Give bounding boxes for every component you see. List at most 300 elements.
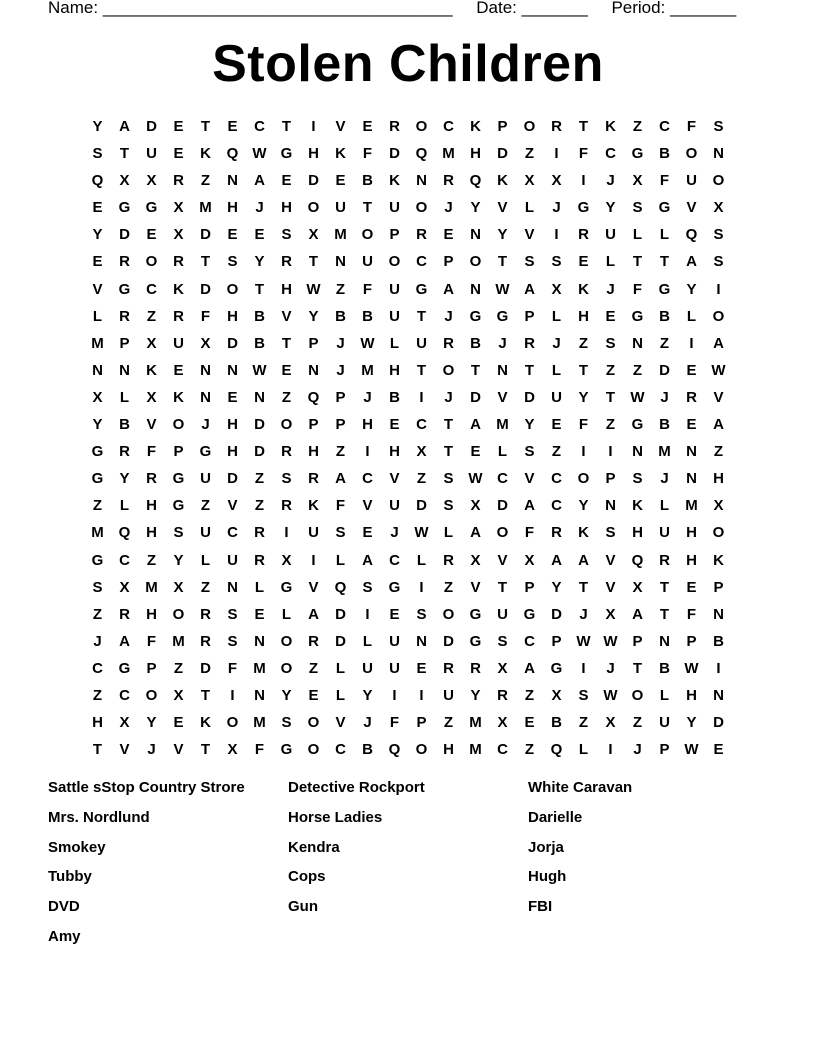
grid-letter[interactable]: S bbox=[281, 714, 292, 732]
grid-letter[interactable]: Z bbox=[659, 334, 670, 352]
grid-letter[interactable]: M bbox=[91, 334, 104, 352]
grid-letter[interactable]: S bbox=[713, 118, 724, 135]
grid-letter[interactable]: N bbox=[335, 253, 346, 271]
grid-letter[interactable]: E bbox=[173, 361, 184, 379]
grid-letter[interactable]: G bbox=[658, 199, 671, 217]
grid-letter[interactable]: G bbox=[658, 280, 671, 298]
grid-letter[interactable]: H bbox=[227, 443, 238, 461]
grid-letter[interactable]: N bbox=[416, 172, 427, 190]
grid-letter[interactable]: W bbox=[711, 361, 726, 379]
grid-letter[interactable]: P bbox=[443, 253, 454, 271]
grid-letter[interactable]: U bbox=[389, 632, 400, 650]
grid-letter[interactable]: U bbox=[362, 253, 373, 271]
grid-letter[interactable]: Z bbox=[200, 497, 211, 515]
grid-letter[interactable]: O bbox=[442, 361, 455, 379]
grid-letter[interactable]: Q bbox=[226, 145, 239, 163]
grid-letter[interactable]: L bbox=[497, 443, 508, 461]
grid-letter[interactable]: G bbox=[388, 578, 401, 596]
grid-letter[interactable]: Y bbox=[470, 199, 481, 217]
grid-letter[interactable]: Z bbox=[416, 470, 427, 488]
grid-letter[interactable]: H bbox=[146, 605, 157, 623]
grid-letter[interactable]: I bbox=[230, 686, 235, 704]
grid-letter[interactable]: D bbox=[146, 118, 157, 135]
grid-letter[interactable]: I bbox=[419, 578, 424, 596]
grid-letter[interactable]: S bbox=[335, 524, 346, 542]
grid-letter[interactable]: O bbox=[388, 253, 401, 271]
grid-letter[interactable]: C bbox=[389, 551, 400, 569]
grid-letter[interactable]: F bbox=[659, 172, 670, 190]
grid-letter[interactable]: B bbox=[362, 741, 373, 759]
grid-letter[interactable]: L bbox=[605, 253, 616, 271]
grid-letter[interactable]: Z bbox=[92, 686, 103, 704]
grid-letter[interactable]: L bbox=[443, 524, 454, 542]
grid-letter[interactable]: S bbox=[173, 524, 184, 542]
grid-letter[interactable]: X bbox=[173, 226, 184, 244]
grid-letter[interactable]: Z bbox=[713, 443, 724, 461]
grid-letter[interactable]: N bbox=[713, 145, 724, 163]
grid-letter[interactable]: F bbox=[524, 524, 535, 542]
grid-letter[interactable]: J bbox=[606, 659, 615, 677]
grid-letter[interactable]: M bbox=[253, 659, 266, 677]
grid-letter[interactable]: X bbox=[632, 578, 643, 596]
grid-letter[interactable]: O bbox=[577, 470, 590, 488]
grid-letter[interactable]: C bbox=[659, 118, 670, 135]
grid-letter[interactable]: J bbox=[552, 199, 561, 217]
grid-letter[interactable]: T bbox=[308, 253, 319, 271]
grid-letter[interactable]: J bbox=[444, 199, 453, 217]
grid-letter[interactable]: V bbox=[497, 551, 508, 569]
grid-letter[interactable]: G bbox=[280, 145, 293, 163]
grid-letter[interactable]: M bbox=[496, 416, 509, 434]
grid-letter[interactable]: G bbox=[118, 199, 131, 217]
grid-letter[interactable]: O bbox=[307, 741, 320, 759]
grid-letter[interactable]: U bbox=[227, 551, 238, 569]
grid-letter[interactable]: Y bbox=[524, 416, 535, 434]
grid-letter[interactable]: T bbox=[497, 578, 508, 596]
grid-letter[interactable]: N bbox=[227, 578, 238, 596]
grid-letter[interactable]: U bbox=[200, 524, 211, 542]
grid-letter[interactable]: D bbox=[227, 470, 238, 488]
grid-letter[interactable]: Y bbox=[173, 551, 184, 569]
grid-letter[interactable]: A bbox=[524, 497, 535, 515]
grid-letter[interactable]: Y bbox=[254, 253, 265, 271]
grid-letter[interactable]: X bbox=[470, 497, 481, 515]
grid-letter[interactable]: X bbox=[308, 226, 319, 244]
grid-letter[interactable]: W bbox=[576, 632, 591, 650]
grid-letter[interactable]: M bbox=[145, 578, 158, 596]
grid-letter[interactable]: T bbox=[92, 741, 103, 759]
grid-letter[interactable]: X bbox=[173, 686, 184, 704]
grid-letter[interactable]: L bbox=[551, 307, 562, 325]
grid-letter[interactable]: T bbox=[119, 145, 130, 163]
grid-letter[interactable]: V bbox=[605, 551, 616, 569]
grid-letter[interactable]: F bbox=[254, 741, 265, 759]
grid-letter[interactable]: J bbox=[147, 741, 156, 759]
grid-letter[interactable]: Q bbox=[388, 741, 401, 759]
grid-letter[interactable]: Z bbox=[308, 659, 319, 677]
grid-letter[interactable]: E bbox=[605, 307, 616, 325]
grid-letter[interactable]: C bbox=[551, 470, 562, 488]
grid-letter[interactable]: U bbox=[659, 714, 670, 732]
grid-letter[interactable]: N bbox=[497, 361, 508, 379]
grid-letter[interactable]: Y bbox=[686, 280, 697, 298]
grid-letter[interactable]: I bbox=[608, 741, 613, 759]
grid-letter[interactable]: L bbox=[254, 578, 265, 596]
grid-letter[interactable]: M bbox=[172, 632, 185, 650]
grid-letter[interactable]: R bbox=[443, 172, 454, 190]
grid-letter[interactable]: D bbox=[254, 416, 265, 434]
grid-letter[interactable]: L bbox=[119, 497, 130, 515]
grid-letter[interactable]: S bbox=[227, 253, 238, 271]
grid-letter[interactable]: T bbox=[362, 199, 373, 217]
grid-letter[interactable]: Y bbox=[308, 307, 319, 325]
grid-letter[interactable]: E bbox=[146, 226, 157, 244]
grid-letter[interactable]: Y bbox=[578, 388, 589, 406]
grid-letter[interactable]: P bbox=[632, 632, 643, 650]
grid-letter[interactable]: J bbox=[201, 416, 210, 434]
grid-letter[interactable]: Y bbox=[578, 497, 589, 515]
grid-letter[interactable]: U bbox=[686, 172, 697, 190]
grid-letter[interactable]: Z bbox=[524, 145, 535, 163]
grid-letter[interactable]: D bbox=[497, 497, 508, 515]
grid-letter[interactable]: O bbox=[712, 524, 725, 542]
grid-letter[interactable]: H bbox=[686, 524, 697, 542]
grid-letter[interactable]: B bbox=[713, 632, 724, 650]
grid-letter[interactable]: N bbox=[632, 334, 643, 352]
grid-letter[interactable]: I bbox=[608, 443, 613, 461]
grid-letter[interactable]: X bbox=[119, 714, 130, 732]
grid-letter[interactable]: R bbox=[470, 659, 481, 677]
grid-letter[interactable]: P bbox=[335, 416, 346, 434]
grid-letter[interactable]: U bbox=[605, 226, 616, 244]
grid-letter[interactable]: L bbox=[335, 659, 346, 677]
grid-letter[interactable]: C bbox=[524, 632, 535, 650]
grid-letter[interactable]: N bbox=[308, 361, 319, 379]
grid-letter[interactable]: K bbox=[578, 280, 589, 298]
grid-letter[interactable]: Q bbox=[91, 172, 104, 190]
grid-letter[interactable]: S bbox=[443, 470, 454, 488]
grid-letter[interactable]: K bbox=[497, 172, 508, 190]
grid-letter[interactable]: O bbox=[685, 145, 698, 163]
grid-letter[interactable]: S bbox=[551, 253, 562, 271]
grid-letter[interactable]: A bbox=[119, 632, 130, 650]
grid-letter[interactable]: N bbox=[632, 443, 643, 461]
grid-letter[interactable]: C bbox=[443, 118, 454, 135]
grid-letter[interactable]: N bbox=[470, 226, 481, 244]
grid-letter[interactable]: L bbox=[362, 632, 373, 650]
grid-letter[interactable]: V bbox=[146, 416, 157, 434]
grid-letter[interactable]: B bbox=[119, 416, 130, 434]
grid-letter[interactable]: R bbox=[173, 172, 184, 190]
grid-letter[interactable]: X bbox=[605, 714, 616, 732]
grid-letter[interactable]: E bbox=[362, 118, 373, 135]
grid-letter[interactable]: D bbox=[308, 172, 319, 190]
grid-letter[interactable]: L bbox=[281, 605, 292, 623]
grid-letter[interactable]: G bbox=[523, 605, 536, 623]
grid-letter[interactable]: G bbox=[91, 470, 104, 488]
grid-letter[interactable]: J bbox=[390, 524, 399, 542]
grid-letter[interactable]: R bbox=[119, 307, 130, 325]
grid-letter[interactable]: R bbox=[119, 605, 130, 623]
grid-letter[interactable]: U bbox=[146, 145, 157, 163]
grid-letter[interactable]: H bbox=[281, 199, 292, 217]
grid-letter[interactable]: S bbox=[227, 605, 238, 623]
grid-letter[interactable]: W bbox=[414, 524, 429, 542]
grid-letter[interactable]: Y bbox=[497, 226, 508, 244]
grid-letter[interactable]: G bbox=[91, 443, 104, 461]
grid-letter[interactable]: L bbox=[578, 741, 589, 759]
grid-letter[interactable]: Z bbox=[254, 470, 265, 488]
grid-letter[interactable]: Y bbox=[92, 416, 103, 434]
grid-letter[interactable]: O bbox=[442, 605, 455, 623]
grid-letter[interactable]: T bbox=[281, 334, 292, 352]
grid-letter[interactable]: J bbox=[579, 605, 588, 623]
grid-letter[interactable]: L bbox=[659, 497, 670, 515]
grid-letter[interactable]: Z bbox=[146, 551, 157, 569]
grid-letter[interactable]: X bbox=[281, 551, 292, 569]
grid-letter[interactable]: B bbox=[335, 307, 346, 325]
grid-letter[interactable]: J bbox=[363, 714, 372, 732]
grid-letter[interactable]: W bbox=[306, 280, 321, 298]
grid-letter[interactable]: R bbox=[497, 686, 508, 704]
grid-letter[interactable]: O bbox=[280, 659, 293, 677]
grid-letter[interactable]: U bbox=[551, 388, 562, 406]
grid-letter[interactable]: O bbox=[172, 605, 185, 623]
grid-letter[interactable]: M bbox=[658, 443, 671, 461]
grid-letter[interactable]: C bbox=[146, 280, 157, 298]
grid-letter[interactable]: Q bbox=[685, 226, 698, 244]
grid-letter[interactable]: D bbox=[416, 497, 427, 515]
grid-letter[interactable]: G bbox=[145, 199, 158, 217]
grid-letter[interactable]: K bbox=[389, 172, 400, 190]
grid-letter[interactable]: L bbox=[335, 686, 346, 704]
grid-letter[interactable]: W bbox=[468, 470, 483, 488]
grid-letter[interactable]: P bbox=[146, 659, 157, 677]
grid-letter[interactable]: Z bbox=[632, 714, 643, 732]
grid-letter[interactable]: O bbox=[523, 118, 536, 135]
grid-letter[interactable]: Q bbox=[415, 145, 428, 163]
grid-letter[interactable]: R bbox=[308, 470, 319, 488]
grid-letter[interactable]: I bbox=[554, 145, 559, 163]
grid-letter[interactable]: X bbox=[713, 199, 724, 217]
grid-letter[interactable]: K bbox=[713, 551, 724, 569]
grid-letter[interactable]: A bbox=[551, 551, 562, 569]
grid-letter[interactable]: I bbox=[716, 280, 721, 298]
grid-letter[interactable]: P bbox=[713, 578, 724, 596]
grid-letter[interactable]: S bbox=[605, 334, 616, 352]
grid-letter[interactable]: X bbox=[551, 280, 562, 298]
grid-letter[interactable]: E bbox=[335, 172, 346, 190]
grid-letter[interactable]: S bbox=[632, 199, 643, 217]
grid-letter[interactable]: M bbox=[685, 497, 698, 515]
grid-letter[interactable]: U bbox=[200, 470, 211, 488]
grid-letter[interactable]: D bbox=[200, 659, 211, 677]
grid-letter[interactable]: L bbox=[335, 551, 346, 569]
grid-letter[interactable]: V bbox=[308, 578, 319, 596]
grid-letter[interactable]: T bbox=[200, 741, 211, 759]
grid-letter[interactable]: Y bbox=[470, 686, 481, 704]
grid-letter[interactable]: H bbox=[227, 307, 238, 325]
grid-letter[interactable]: R bbox=[551, 118, 562, 135]
grid-letter[interactable]: B bbox=[470, 334, 481, 352]
grid-letter[interactable]: D bbox=[551, 605, 562, 623]
grid-letter[interactable]: Q bbox=[334, 578, 347, 596]
grid-letter[interactable]: X bbox=[146, 172, 157, 190]
grid-letter[interactable]: I bbox=[554, 226, 559, 244]
grid-letter[interactable]: G bbox=[91, 551, 104, 569]
grid-letter[interactable]: K bbox=[470, 118, 481, 135]
grid-letter[interactable]: P bbox=[497, 118, 508, 135]
grid-letter[interactable]: A bbox=[524, 659, 535, 677]
grid-letter[interactable]: M bbox=[361, 361, 374, 379]
grid-letter[interactable]: D bbox=[119, 226, 130, 244]
grid-letter[interactable]: P bbox=[119, 334, 130, 352]
grid-letter[interactable]: O bbox=[631, 686, 644, 704]
grid-letter[interactable]: R bbox=[524, 334, 535, 352]
grid-letter[interactable]: N bbox=[659, 632, 670, 650]
grid-letter[interactable]: H bbox=[308, 443, 319, 461]
grid-letter[interactable]: J bbox=[633, 741, 642, 759]
grid-letter[interactable]: T bbox=[632, 659, 643, 677]
grid-letter[interactable]: O bbox=[496, 524, 509, 542]
grid-letter[interactable]: N bbox=[686, 470, 697, 488]
grid-letter[interactable]: I bbox=[419, 388, 424, 406]
grid-letter[interactable]: N bbox=[227, 172, 238, 190]
grid-letter[interactable]: V bbox=[335, 714, 346, 732]
grid-letter[interactable]: X bbox=[416, 443, 427, 461]
grid-letter[interactable]: N bbox=[92, 361, 103, 379]
grid-letter[interactable]: X bbox=[470, 551, 481, 569]
grid-letter[interactable]: G bbox=[172, 470, 185, 488]
grid-letter[interactable]: Z bbox=[92, 497, 103, 515]
grid-letter[interactable]: V bbox=[119, 741, 130, 759]
grid-letter[interactable]: O bbox=[712, 172, 725, 190]
grid-letter[interactable]: H bbox=[686, 686, 697, 704]
grid-letter[interactable]: X bbox=[497, 714, 508, 732]
grid-letter[interactable]: R bbox=[281, 443, 292, 461]
grid-letter[interactable]: P bbox=[659, 741, 670, 759]
period-blank[interactable]: _______ bbox=[670, 0, 737, 17]
grid-letter[interactable]: P bbox=[308, 416, 319, 434]
grid-letter[interactable]: N bbox=[254, 632, 265, 650]
grid-letter[interactable]: V bbox=[713, 388, 724, 406]
grid-letter[interactable]: H bbox=[578, 307, 589, 325]
grid-letter[interactable]: D bbox=[227, 334, 238, 352]
grid-letter[interactable]: I bbox=[311, 551, 316, 569]
grid-letter[interactable]: Z bbox=[281, 388, 292, 406]
grid-letter[interactable]: Z bbox=[173, 659, 184, 677]
grid-letter[interactable]: O bbox=[712, 307, 725, 325]
grid-letter[interactable]: N bbox=[254, 388, 265, 406]
grid-letter[interactable]: V bbox=[497, 388, 508, 406]
grid-letter[interactable]: C bbox=[92, 659, 103, 677]
grid-letter[interactable]: E bbox=[389, 416, 400, 434]
grid-letter[interactable]: A bbox=[308, 605, 319, 623]
grid-letter[interactable]: Q bbox=[118, 524, 131, 542]
grid-letter[interactable]: O bbox=[307, 199, 320, 217]
grid-letter[interactable]: X bbox=[497, 659, 508, 677]
grid-letter[interactable]: T bbox=[470, 361, 481, 379]
grid-letter[interactable]: G bbox=[469, 307, 482, 325]
grid-letter[interactable]: R bbox=[281, 497, 292, 515]
grid-letter[interactable]: K bbox=[200, 145, 211, 163]
grid-letter[interactable]: R bbox=[659, 551, 670, 569]
grid-letter[interactable]: P bbox=[551, 632, 562, 650]
grid-letter[interactable]: I bbox=[716, 659, 721, 677]
grid-letter[interactable]: B bbox=[254, 334, 265, 352]
grid-letter[interactable]: Z bbox=[605, 361, 616, 379]
grid-letter[interactable]: T bbox=[443, 416, 454, 434]
grid-letter[interactable]: Z bbox=[254, 497, 265, 515]
grid-letter[interactable]: J bbox=[336, 334, 345, 352]
grid-letter[interactable]: H bbox=[713, 470, 724, 488]
grid-letter[interactable]: T bbox=[605, 388, 616, 406]
grid-letter[interactable]: E bbox=[173, 145, 184, 163]
grid-letter[interactable]: S bbox=[632, 470, 643, 488]
grid-letter[interactable]: C bbox=[254, 118, 265, 135]
grid-letter[interactable]: V bbox=[362, 497, 373, 515]
grid-letter[interactable]: D bbox=[497, 145, 508, 163]
grid-letter[interactable]: R bbox=[686, 388, 697, 406]
grid-letter[interactable]: R bbox=[443, 659, 454, 677]
grid-letter[interactable]: N bbox=[713, 686, 724, 704]
grid-letter[interactable]: R bbox=[416, 226, 427, 244]
grid-letter[interactable]: X bbox=[713, 497, 724, 515]
grid-letter[interactable]: I bbox=[365, 605, 370, 623]
grid-letter[interactable]: K bbox=[173, 388, 184, 406]
grid-letter[interactable]: L bbox=[551, 361, 562, 379]
grid-letter[interactable]: V bbox=[470, 578, 481, 596]
grid-letter[interactable]: U bbox=[389, 280, 400, 298]
grid-letter[interactable]: P bbox=[605, 470, 616, 488]
grid-letter[interactable]: Q bbox=[550, 741, 563, 759]
grid-letter[interactable]: S bbox=[362, 578, 373, 596]
grid-letter[interactable]: Y bbox=[686, 714, 697, 732]
grid-letter[interactable]: H bbox=[92, 714, 103, 732]
grid-letter[interactable]: F bbox=[362, 145, 373, 163]
grid-letter[interactable]: L bbox=[416, 551, 427, 569]
grid-letter[interactable]: B bbox=[659, 659, 670, 677]
grid-letter[interactable]: J bbox=[606, 172, 615, 190]
grid-letter[interactable]: Y bbox=[281, 686, 292, 704]
grid-letter[interactable]: M bbox=[91, 524, 104, 542]
grid-letter[interactable]: T bbox=[416, 307, 427, 325]
grid-letter[interactable]: A bbox=[362, 551, 373, 569]
grid-letter[interactable]: D bbox=[713, 714, 724, 732]
grid-letter[interactable]: K bbox=[308, 497, 319, 515]
grid-letter[interactable]: A bbox=[686, 253, 697, 271]
grid-letter[interactable]: T bbox=[659, 605, 670, 623]
grid-letter[interactable]: O bbox=[145, 686, 158, 704]
grid-letter[interactable]: S bbox=[578, 686, 589, 704]
grid-letter[interactable]: H bbox=[443, 741, 454, 759]
grid-letter[interactable]: G bbox=[415, 280, 428, 298]
grid-letter[interactable]: I bbox=[365, 443, 370, 461]
grid-letter[interactable]: S bbox=[605, 524, 616, 542]
grid-letter[interactable]: T bbox=[497, 253, 508, 271]
grid-letter[interactable]: H bbox=[146, 497, 157, 515]
grid-letter[interactable]: X bbox=[92, 388, 103, 406]
grid-letter[interactable]: R bbox=[146, 470, 157, 488]
grid-letter[interactable]: A bbox=[335, 470, 346, 488]
grid-letter[interactable]: E bbox=[470, 443, 481, 461]
grid-letter[interactable]: T bbox=[281, 118, 292, 135]
grid-letter[interactable]: G bbox=[631, 145, 644, 163]
grid-letter[interactable]: V bbox=[524, 226, 535, 244]
grid-letter[interactable]: A bbox=[713, 416, 724, 434]
grid-letter[interactable]: K bbox=[173, 280, 184, 298]
grid-letter[interactable]: O bbox=[415, 741, 428, 759]
